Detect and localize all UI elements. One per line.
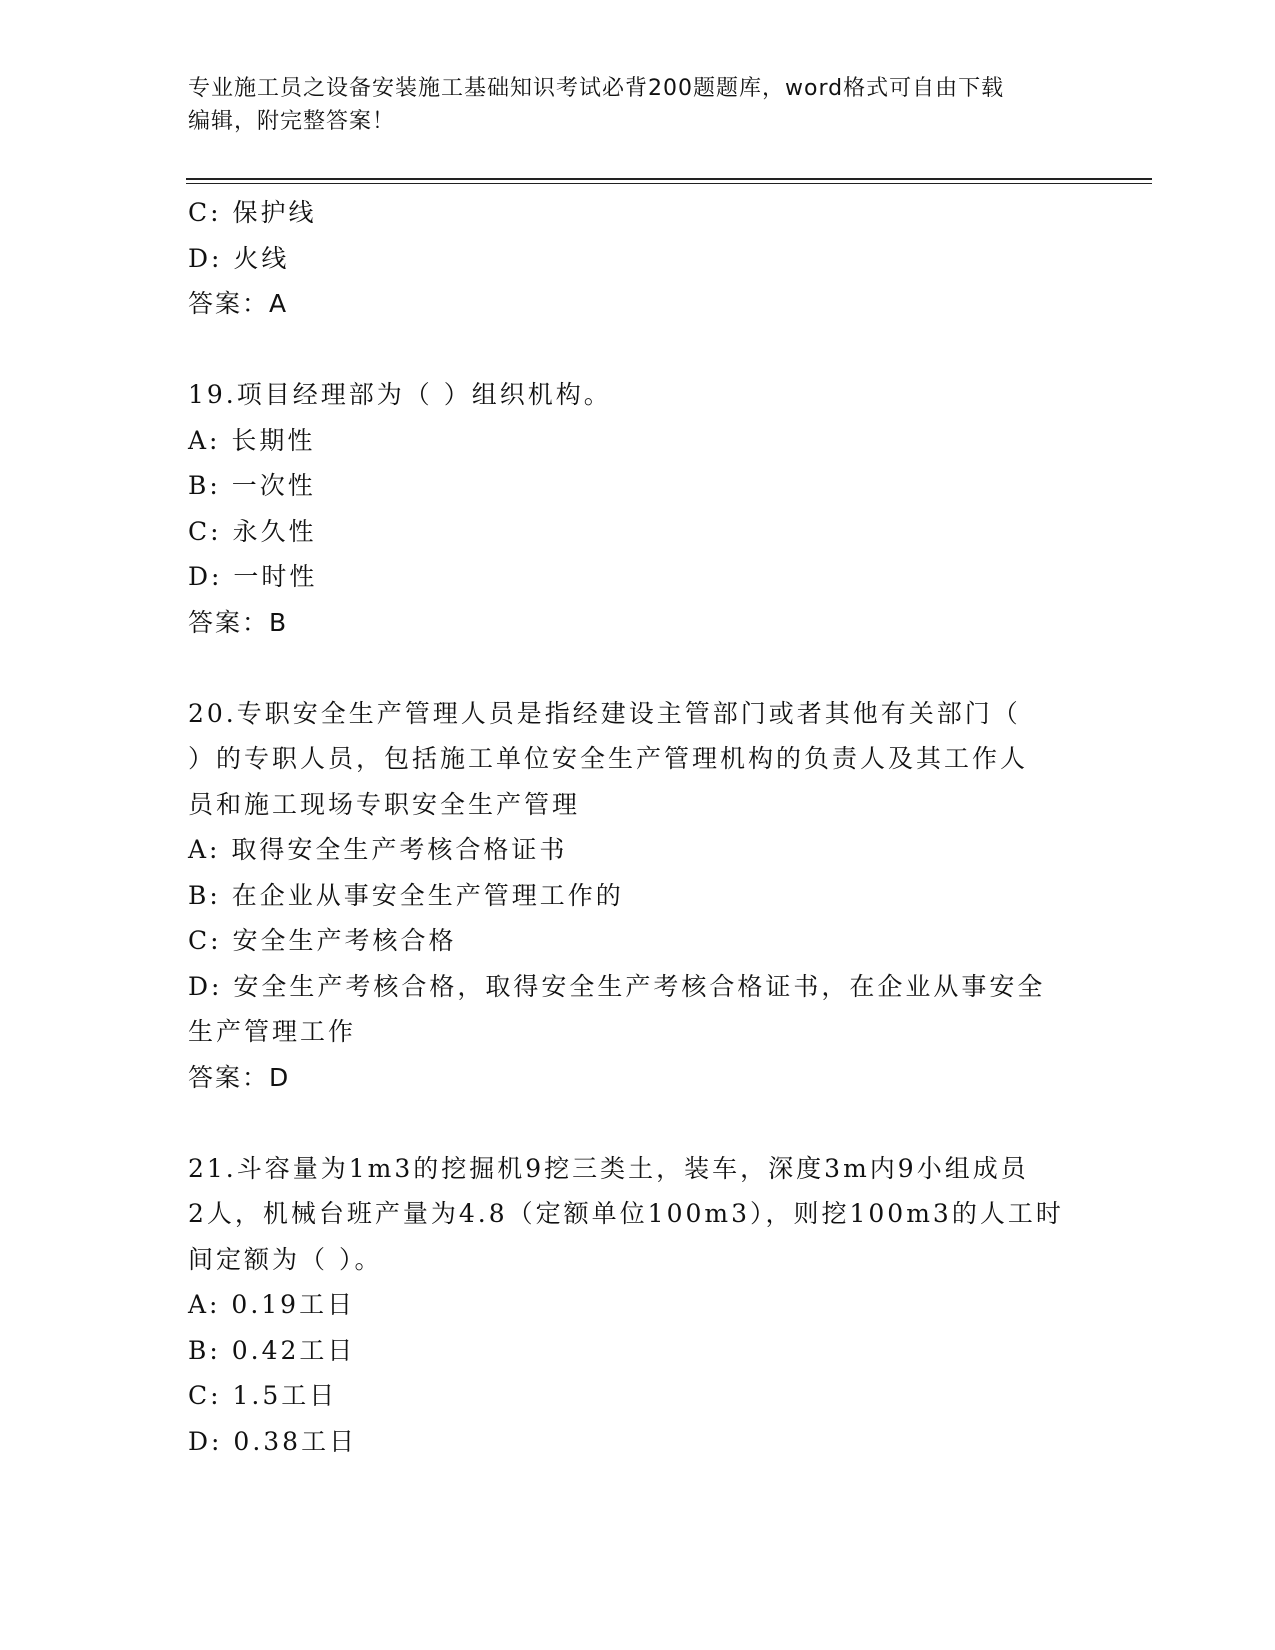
question-stem-line-3: 间定额为（ ）。 [188,1244,383,1274]
question-stem-line-1: 20.专职安全生产管理人员是指经建设主管部门或者其他有关部门（ [188,698,1021,728]
question-20 [188,691,1088,1101]
option-c: C: 安全生产考核合格 [188,926,457,955]
question-stem-line-2: 2人，机械台班产量为4.8（定额单位100m3），则挖100m3的人工时 [188,1199,1064,1228]
option-a: A: 取得安全生产考核合格证书 [188,835,568,864]
option-b: B: 在企业从事安全生产管理工作的 [188,880,624,910]
question-21 [188,1146,1088,1465]
header-divider-thick [186,178,1152,180]
question-stem: 19.项目经理部为（ ）组织机构。 [188,380,612,409]
option-d: D: 0.38工日 [188,1426,358,1456]
option-d-line-2: 生产管理工作 [188,1017,357,1046]
spacer [188,1100,1088,1146]
option-c: C: 永久性 [188,516,317,546]
answer-line: 答案：D [188,1062,291,1092]
answer-line: 答案：A [188,289,289,318]
question-stem-line-2: ）的专职人员，包括施工单位安全生产管理机构的负责人及其工作人 [188,744,1029,773]
question-18-tail [188,190,1088,327]
option-c: C: 1.5工日 [188,1381,338,1410]
option-c: C: 保护线 [188,198,317,227]
option-d: D: 火线 [188,243,290,273]
header-title-line-2: 编辑，附完整答案！ [188,109,396,134]
spacer [188,645,1088,691]
option-d-line-1: D: 安全生产考核合格，取得安全生产考核合格证书，在企业从事安全 [188,971,1046,1001]
question-stem-line-3: 员和施工现场专职安全生产管理 [188,789,581,819]
question-stem-line-1: 21.斗容量为1m3的挖掘机9挖三类土，装车，深度3m内9小组成员 [188,1153,1029,1183]
option-b: B: 0.42工日 [188,1335,356,1365]
option-d: D: 一时性 [188,562,318,591]
option-a: A: 长期性 [188,425,316,455]
spacer [188,327,1088,373]
option-b: B: 一次性 [188,471,316,500]
question-19 [188,372,1088,645]
document-header [188,72,1068,138]
header-title-line-1: 专业施工员之设备安装施工基础知识考试必背200题题库，word格式可自由下载 [188,76,1005,101]
answer-line: 答案：B [188,607,289,637]
question-content [188,190,1088,1464]
option-a: A: 0.19工日 [188,1290,356,1319]
header-divider-thin [186,183,1152,184]
